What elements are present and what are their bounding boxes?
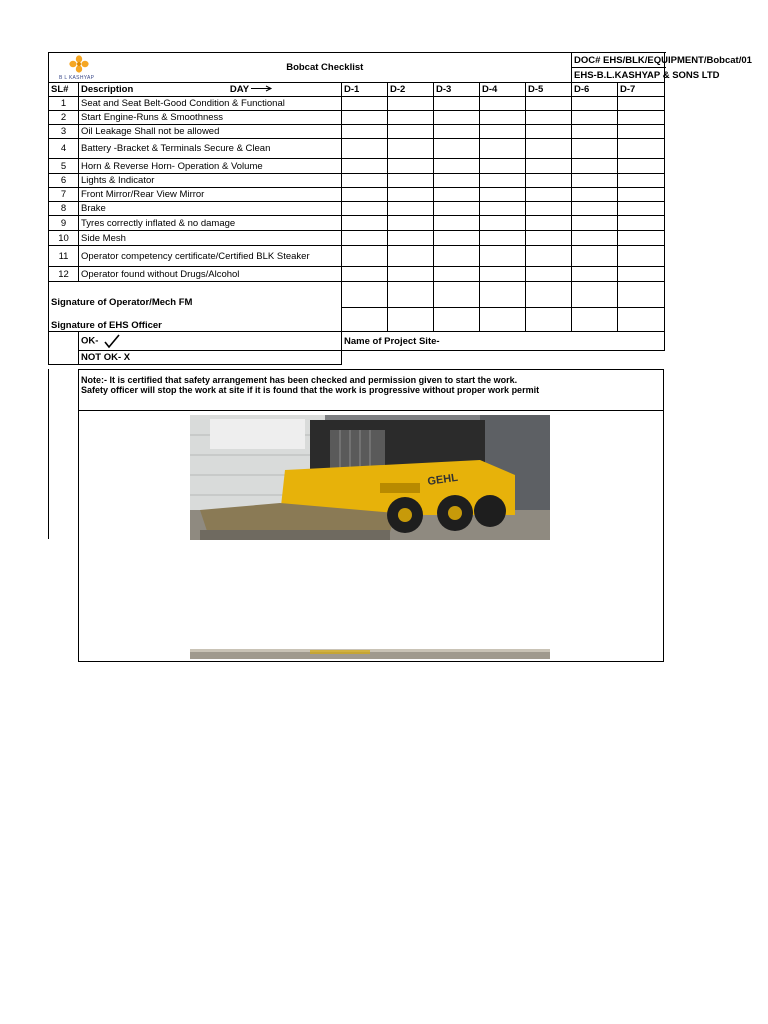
day-label: DAY	[229, 84, 250, 95]
check-cell[interactable]	[342, 231, 388, 246]
check-cell[interactable]	[342, 267, 388, 282]
check-cell[interactable]	[480, 139, 526, 159]
item-description: Brake	[79, 202, 342, 216]
checklist-table	[48, 52, 752, 365]
day-col-d3: D-3	[434, 83, 480, 97]
check-cell[interactable]	[342, 202, 388, 216]
item-description: Operator found without Drugs/Alcohol	[79, 267, 342, 282]
item-number: 12	[49, 267, 79, 282]
check-cell[interactable]	[618, 267, 665, 282]
table-row	[49, 246, 665, 267]
project-site-label: Name of Project Site-	[342, 332, 665, 351]
check-cell[interactable]	[388, 159, 434, 174]
check-cell[interactable]	[572, 267, 618, 282]
check-cell[interactable]	[434, 216, 480, 231]
check-cell[interactable]	[618, 231, 665, 246]
check-cell[interactable]	[526, 202, 572, 216]
signature-cell[interactable]	[526, 308, 572, 332]
check-cell[interactable]	[388, 125, 434, 139]
check-cell[interactable]	[388, 97, 434, 111]
check-cell[interactable]	[618, 159, 665, 174]
item-number: 2	[49, 111, 79, 125]
table-row	[49, 125, 665, 139]
item-description: Operator competency certificate/Certified BLK Steaker	[79, 246, 342, 267]
check-cell[interactable]	[572, 111, 618, 125]
check-cell[interactable]	[342, 125, 388, 139]
item-number: 3	[49, 125, 79, 139]
check-cell[interactable]	[618, 97, 665, 111]
checklist-sheet	[48, 52, 752, 365]
check-cell[interactable]	[618, 125, 665, 139]
day-col-d5: D-5	[526, 83, 572, 97]
check-cell[interactable]	[526, 188, 572, 202]
certification-note	[78, 369, 664, 411]
check-cell[interactable]	[618, 188, 665, 202]
check-cell[interactable]	[526, 267, 572, 282]
note-line-2: Safety officer will stop the work at site if it is found that the work is progressive without proper work permit	[81, 385, 540, 395]
description-header	[79, 83, 342, 97]
ok-legend	[79, 332, 342, 351]
bobcat-photo	[190, 415, 550, 540]
check-cell[interactable]	[480, 246, 526, 267]
signature-cell[interactable]	[618, 308, 665, 332]
signature-cell[interactable]	[480, 308, 526, 332]
check-cell[interactable]	[434, 139, 480, 159]
day-col-d6: D-6	[572, 83, 618, 97]
signature-cell[interactable]	[434, 308, 480, 332]
item-number: 7	[49, 188, 79, 202]
item-description: Oil Leakage Shall not be allowed	[79, 125, 342, 139]
doc-number: DOC# EHS/BLK/EQUIPMENT/Bobcat/01	[572, 53, 665, 68]
item-number: 9	[49, 216, 79, 231]
sl-header: SL#	[49, 83, 79, 97]
check-cell[interactable]	[526, 231, 572, 246]
check-cell[interactable]	[572, 246, 618, 267]
arrow-right-icon	[251, 85, 273, 92]
item-number: 11	[49, 246, 79, 267]
check-cell[interactable]	[480, 216, 526, 231]
check-cell[interactable]	[480, 202, 526, 216]
item-number: 10	[49, 231, 79, 246]
check-cell[interactable]	[480, 231, 526, 246]
check-cell[interactable]	[572, 231, 618, 246]
operator-signature-label: Signature of Operator/Mech FM	[49, 282, 342, 308]
check-cell[interactable]	[434, 246, 480, 267]
check-cell[interactable]	[388, 174, 434, 188]
table-row	[49, 159, 665, 174]
signature-cell[interactable]	[526, 282, 572, 308]
logo-text: B L KASHYAP	[59, 74, 95, 81]
signature-cell[interactable]	[618, 282, 665, 308]
check-cell[interactable]	[526, 159, 572, 174]
item-description: Side Mesh	[79, 231, 342, 246]
item-description: Front Mirror/Rear View Mirror	[79, 188, 342, 202]
note-line-1: Note:- It is certified that safety arrangement has been checked and permission given to start the work.	[81, 375, 518, 385]
check-cell[interactable]	[480, 111, 526, 125]
signature-cell[interactable]	[480, 282, 526, 308]
left-border	[48, 369, 49, 539]
description-header-label: Description	[81, 84, 134, 95]
checkmark-icon	[104, 334, 120, 348]
signature-cell[interactable]	[388, 308, 434, 332]
check-cell[interactable]	[572, 216, 618, 231]
check-cell[interactable]	[434, 125, 480, 139]
check-cell[interactable]	[618, 216, 665, 231]
logo-flower-icon	[69, 55, 89, 73]
check-cell[interactable]	[388, 231, 434, 246]
signature-cell[interactable]	[434, 282, 480, 308]
check-cell[interactable]	[388, 139, 434, 159]
check-cell[interactable]	[526, 216, 572, 231]
check-cell[interactable]	[526, 111, 572, 125]
ok-label: OK-	[81, 335, 99, 347]
table-row	[49, 111, 665, 125]
table-row	[49, 139, 665, 159]
check-cell[interactable]	[434, 267, 480, 282]
check-cell[interactable]	[572, 188, 618, 202]
item-description: Horn & Reverse Horn- Operation & Volume	[79, 159, 342, 174]
check-cell[interactable]	[480, 267, 526, 282]
check-cell[interactable]	[526, 97, 572, 111]
table-row	[49, 216, 665, 231]
company-name: EHS-B.L.KASHYAP & SONS LTD	[572, 68, 665, 83]
item-number: 5	[49, 159, 79, 174]
check-cell[interactable]	[342, 246, 388, 267]
table-row	[49, 231, 665, 246]
signature-cell[interactable]	[572, 282, 618, 308]
check-cell[interactable]	[388, 202, 434, 216]
check-cell[interactable]	[342, 111, 388, 125]
item-description: Lights & Indicator	[79, 174, 342, 188]
company-logo	[49, 53, 95, 83]
table-row	[49, 267, 665, 282]
day-col-d1: D-1	[342, 83, 388, 97]
table-row	[49, 97, 665, 111]
check-cell[interactable]	[572, 159, 618, 174]
photo-bottom-strip	[190, 646, 550, 656]
check-cell[interactable]	[342, 188, 388, 202]
check-cell[interactable]	[342, 216, 388, 231]
check-cell[interactable]	[342, 159, 388, 174]
check-cell[interactable]	[434, 111, 480, 125]
item-description: Tyres correctly inflated & no damage	[79, 216, 342, 231]
check-cell[interactable]	[526, 246, 572, 267]
brand-label: GEHL	[426, 471, 459, 488]
check-cell[interactable]	[572, 97, 618, 111]
check-cell[interactable]	[526, 139, 572, 159]
check-cell[interactable]	[526, 125, 572, 139]
check-cell[interactable]	[526, 174, 572, 188]
check-cell[interactable]	[434, 97, 480, 111]
item-description: Start Engine-Runs & Smoothness	[79, 111, 342, 125]
check-cell[interactable]	[434, 202, 480, 216]
check-cell[interactable]	[618, 202, 665, 216]
signature-cell[interactable]	[572, 308, 618, 332]
check-cell[interactable]	[434, 188, 480, 202]
not-ok-legend: NOT OK- X	[79, 351, 342, 365]
ehs-signature-label: Signature of EHS Officer	[49, 308, 342, 332]
item-number: 4	[49, 139, 79, 159]
check-cell[interactable]	[618, 246, 665, 267]
check-cell[interactable]	[480, 125, 526, 139]
check-cell[interactable]	[434, 231, 480, 246]
check-cell[interactable]	[572, 139, 618, 159]
check-cell[interactable]	[572, 125, 618, 139]
table-row	[49, 174, 665, 188]
item-number: 6	[49, 174, 79, 188]
table-row	[49, 202, 665, 216]
check-cell[interactable]	[480, 97, 526, 111]
check-cell[interactable]	[434, 159, 480, 174]
check-cell[interactable]	[618, 174, 665, 188]
check-cell[interactable]	[480, 159, 526, 174]
table-row	[49, 188, 665, 202]
check-cell[interactable]	[342, 139, 388, 159]
check-cell[interactable]	[618, 139, 665, 159]
check-cell[interactable]	[388, 246, 434, 267]
signature-cell[interactable]	[388, 282, 434, 308]
item-number: 1	[49, 97, 79, 111]
check-cell[interactable]	[618, 111, 665, 125]
item-description: Battery -Bracket & Terminals Secure & Clean	[79, 139, 342, 159]
check-cell[interactable]	[480, 188, 526, 202]
day-col-d7: D-7	[618, 83, 665, 97]
check-cell[interactable]	[342, 97, 388, 111]
check-cell[interactable]	[342, 174, 388, 188]
check-cell[interactable]	[388, 267, 434, 282]
signature-cell[interactable]	[342, 282, 388, 308]
item-number: 8	[49, 202, 79, 216]
signature-cell[interactable]	[342, 308, 388, 332]
page-title: Bobcat Checklist	[79, 53, 572, 83]
check-cell[interactable]	[572, 202, 618, 216]
item-description: Seat and Seat Belt-Good Condition & Functional	[79, 97, 342, 111]
check-cell[interactable]	[388, 111, 434, 125]
day-header	[230, 84, 273, 95]
check-cell[interactable]	[572, 174, 618, 188]
check-cell[interactable]	[388, 188, 434, 202]
day-col-d2: D-2	[388, 83, 434, 97]
day-col-d4: D-4	[480, 83, 526, 97]
check-cell[interactable]	[480, 174, 526, 188]
check-cell[interactable]	[388, 216, 434, 231]
check-cell[interactable]	[434, 174, 480, 188]
